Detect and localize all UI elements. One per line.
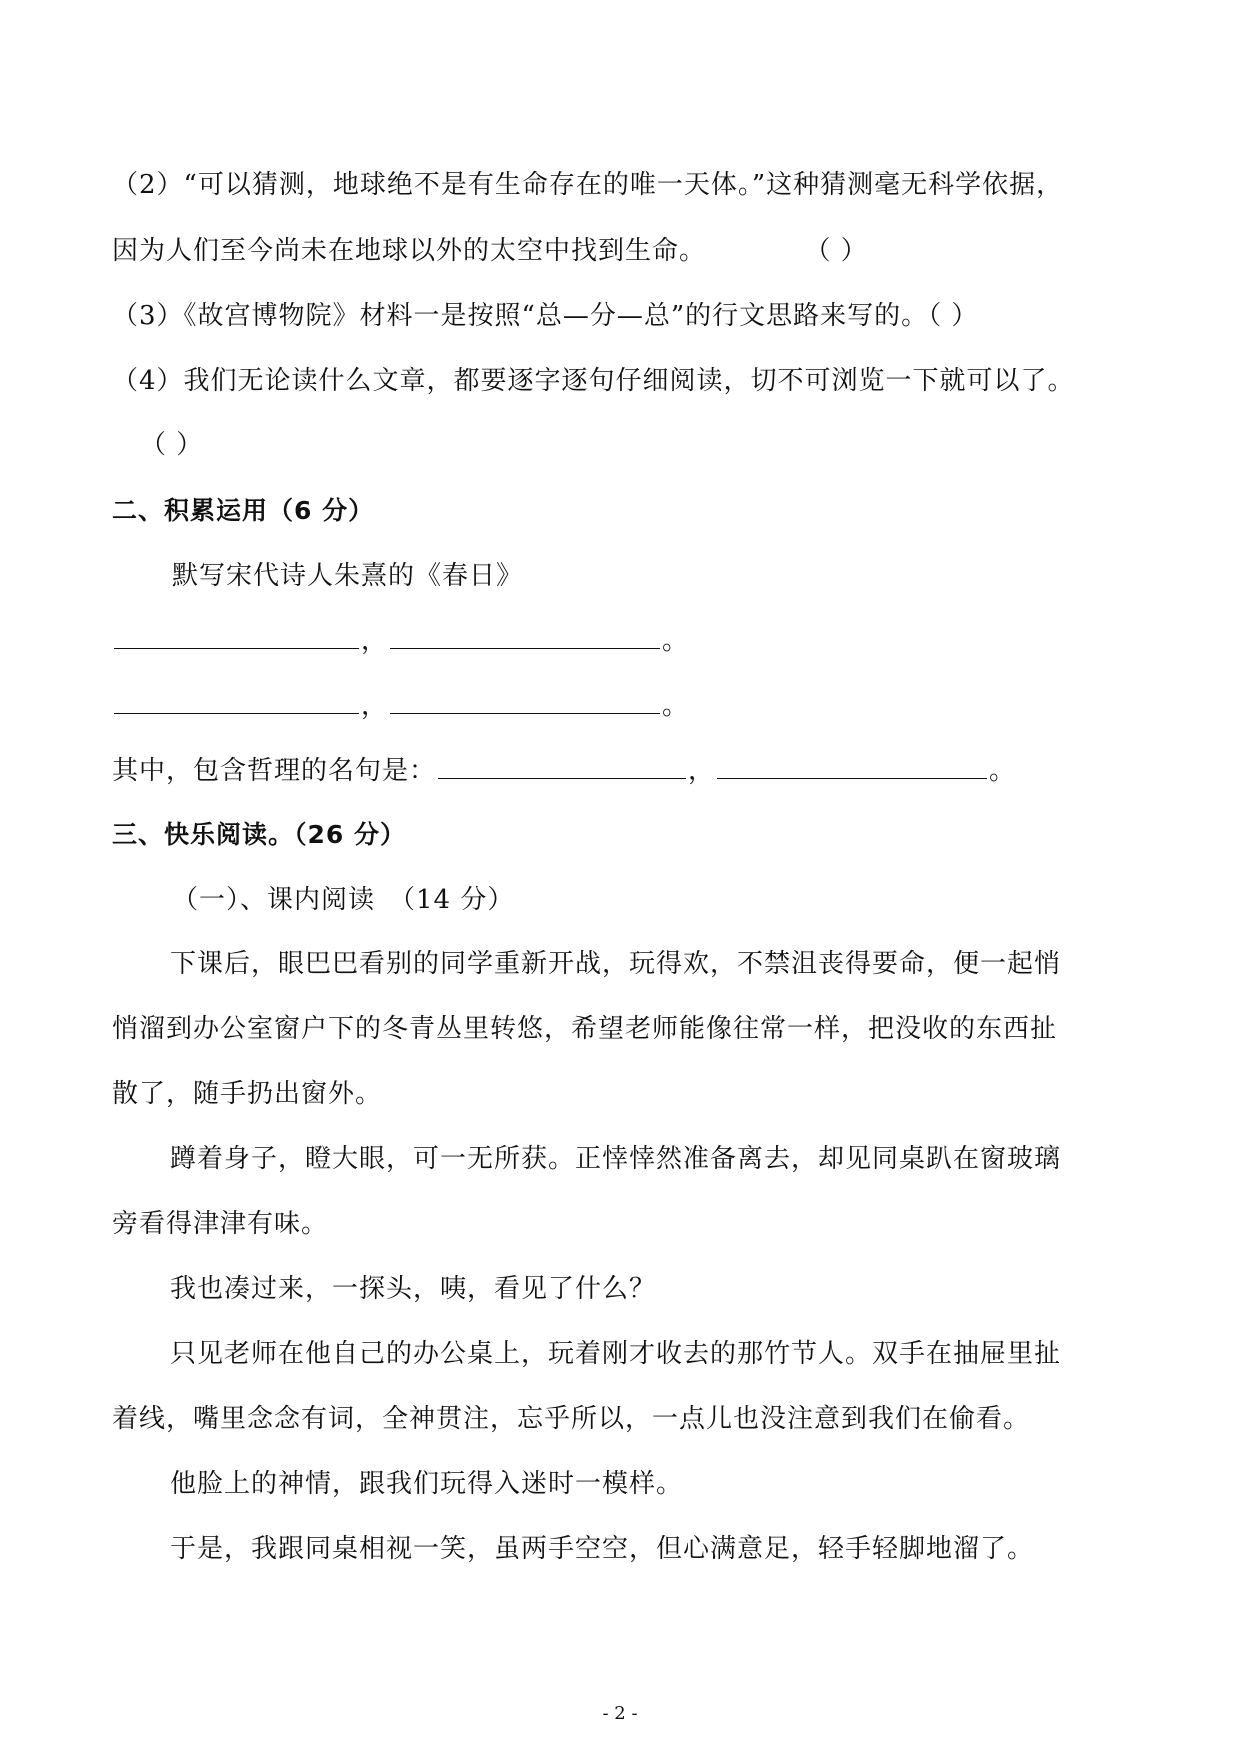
question-2-text: 因为人们至今尚未在地球以外的太空中找到生命。 [112,236,707,266]
subsection-heading: （一）、课内阅读 （14 分） [172,885,515,915]
passage-line: 我也凑过来，一探头，咦，看见了什么？ [170,1274,657,1304]
passage-line: 悄溜到办公室窗户下的冬青丛里转悠，希望老师能像往常一样，把没收的东西扯 [112,1014,1058,1044]
blank-3[interactable] [114,689,359,714]
period: 。 [989,756,1017,786]
passage-line: 下课后，眼巴巴看别的同学重新开战，玩得欢，不禁沮丧得要命，便一起悄 [170,949,1062,979]
passage-line: 蹲着身子，瞪大眼，可一无所获。正悻悻然准备离去，却见同桌趴在窗玻璃 [170,1144,1062,1174]
period: 。 [662,691,690,721]
comma: ， [361,626,389,656]
answer-paren-q4[interactable]: （ ） [140,430,204,460]
passage-line: 他脸上的神情，跟我们玩得入迷时一模样。 [170,1469,684,1499]
blank-2[interactable] [390,624,660,649]
passage-line: 只见老师在他自己的办公桌上，玩着刚才收去的那竹节人。双手在抽屉里扯 [170,1339,1062,1369]
question-4-line-1: （4）我们无论读什么文章，都要逐字逐句仔细阅读，切不可浏览一下就可以了。 [112,366,1075,396]
question-2-line-2 [112,234,868,268]
comma: ， [361,691,389,721]
blank-5[interactable] [438,754,686,779]
poem-prompt: 默写宋代诗人朱熹的《春日》 [172,561,524,591]
section-2-heading: 二、积累运用（6 分） [112,496,375,525]
philosophy-prompt: 其中，包含哲理的名句是： [112,756,437,786]
poem-line-2 [112,689,689,723]
period: 。 [662,626,690,656]
section-3-heading: 三、快乐阅读。（26 分） [112,820,406,849]
blank-6[interactable] [717,754,987,779]
blank-1[interactable] [114,624,359,649]
comma: ， [688,756,716,786]
passage-line: 旁看得津津有味。 [112,1209,329,1239]
question-2-line-1: （2）“可以猜测，地球绝不是有生命存在的唯一天体。”这种猜测毫无科学依据， [112,170,1064,200]
poem-line-1 [112,624,689,658]
page-number: - 2 - [602,1703,638,1724]
answer-paren-q2[interactable]: （ ） [804,236,868,266]
philosophy-line [112,754,1016,788]
passage-line: 散了，随手扔出窗外。 [112,1079,383,1109]
question-3: （3）《故宫博物院》材料一是按照“总—分—总”的行文思路来写的。（ ） [112,301,979,331]
blank-4[interactable] [390,689,660,714]
passage-line: 着线，嘴里念念有词，全神贯注，忘乎所以，一点儿也没注意到我们在偷看。 [112,1404,1031,1434]
passage-line: 于是，我跟同桌相视一笑，虽两手空空，但心满意足，轻手轻脚地溜了。 [170,1534,1035,1564]
